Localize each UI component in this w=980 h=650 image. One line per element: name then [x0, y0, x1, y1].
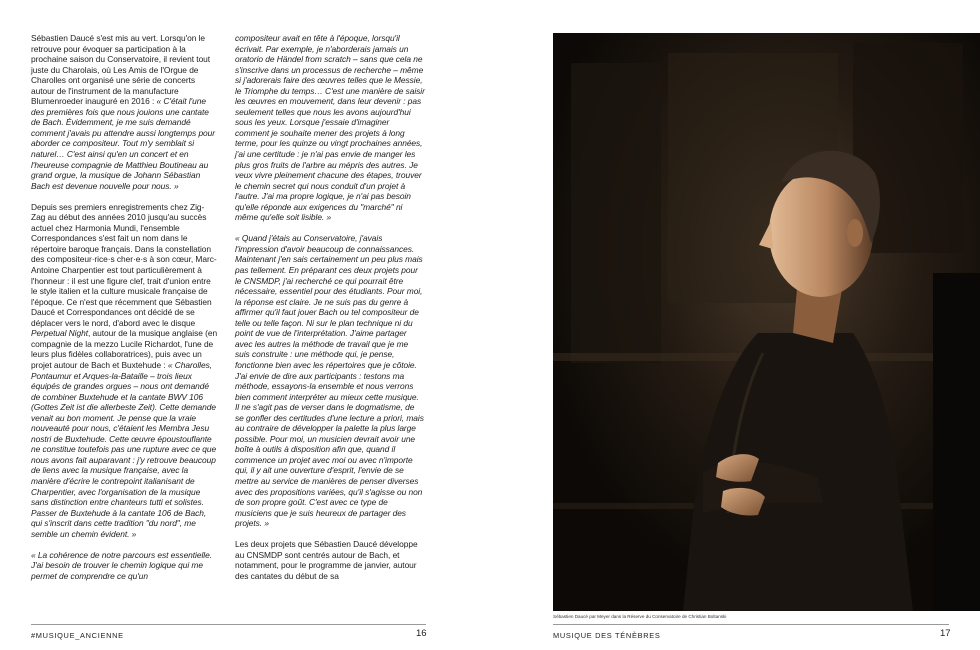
quote-text: « C'était l'une des premières fois que nous jouions une cantate de Bach. Évidemment, je me suis demandé comment j'avais pu attendre aussi longtemps pour aborder ce compositeur. Tout m'y semblait si naturel… C'est ainsi qu'en un concert et en l'heureuse compagnie de Matthieu Boutineau au grand orgue, la musique de Johann Sébastian Bach est devenue nouvelle pour nous. »: [31, 96, 216, 191]
body-paragraph: [235, 539, 425, 581]
body-text: Sébastien Daucé s'est mis au vert. Lorsqu'on le retrouve pour évoquer sa participation à la prochaine saison du Conservatoire, il revient tout juste du Charolais, où Les Amis de l'Orgue de Charolles ont organisé une série de concerts autour de l'instrument de la manufacture Blumenroeder inauguré en 2016 :: [31, 33, 211, 107]
quote-text: « La cohérence de notre parcours est essentielle. J'ai besoin de trouver le chemin logique qui me permet de comprendre ce qu'un: [31, 549, 212, 581]
body-paragraph: [235, 233, 425, 528]
body-text: Depuis ses premiers enregistrements chez Zig-Zag au début des années 2010 jusqu'au succès actuel chez Harmonia Mundi, l'ensemble Correspondances s'est fait un nom dans le répertoire baroque français. Dans la constellation des compositeur·rice·s cher·e·s à son cœur, Marc-Antoine Charpentier est tout particulièrement à l'honneur : il est une figure clef, trait d'union entre le style italien et la culture musicale française de l'époque. Ce n'est que récemment que Sébastien Daucé et Correspondances ont décidé de se déplacer vers le nord, d'abord avec le disque: [31, 201, 217, 328]
text-column-2: [235, 33, 425, 592]
page-number: 16: [416, 628, 427, 639]
quote-text: compositeur avait en tête à l'époque, lorsqu'il écrivait. Par exemple, je n'aborderais jamais un oratorio de Händel from scratch – sans que cela ne s'inscrive dans un processus de recherche – même si j'adorerais faire des œuvres telles que le Messie, le Triomphe du temps… C'est une manière de saisir les œuvres en mouvement, dans leur devenir : pas seulement telles que nous les avons aujourd'hui sous les yeux. Lorsque j'essaie d'imaginer comment je souhaite mener des projets à long terme, pour les quinze ou vingt prochaines années, j'ai une certitude : je n'ai pas envie de manger les plus gros fruits de l'arbre au mépris des autres. Je veux vivre pleinement chacune des étapes, trouver le chemin secret qui nous conduit d'un projet à l'autre. J'ai ma propre logique, je n'ai pas besoin qu'elle réponde aux exigences du "marché" ni même qu'elle soit lisible. »: [235, 33, 425, 223]
footer-divider: [553, 624, 949, 625]
quote-text: « Charolles, Pontaumur et Arques-la-Bataille – trois lieux équipés de grandes orgues – nous ont demandé de combiner Buxtehude et la cantate BWV 106 (Gottes Zeit ist die allerbeste Zeit). Cette demande venait au bon moment. Je pense que la vraie nouveauté pour nous, c'étaient les Membra Jesu nostri de Buxtehude. Cette œuvre époustouflante ne constitue toutefois pas une rupture avec ce que nous avons fait auparavant : j'y retrouve beaucoup de liens avec la musique française, avec la manière d'écrire le contrepoint italianisant de Charpentier, avec l'organisation de la musique sans distinction entre chanteurs tutti et solistes. Passer de Buxtehude à la cantate 106 de Bach, qui s'inscrit dans cette tradition "du nord", me semble un chemin évident. »: [31, 359, 217, 539]
section-label: #MUSIQUE_ANCIENNE: [31, 631, 124, 640]
body-paragraph: [235, 33, 425, 223]
portrait-photo: [553, 33, 980, 611]
quote-text: « Quand j'étais au Conservatoire, j'avais l'impression d'avoir beaucoup de connaissances. Maintenant j'en sais certainement un peu plus mais pas tellement. En préparant ces deux projets pour le CNSMDP, j'ai recherché ce qui pourrait être nécessaire, essentiel pour des étudiants. Pour moi, la réponse est claire. Je ne suis pas du genre à affirmer qu'il faut jouer Bach ou tel compositeur de telle ou telle façon. Ni sur le plan technique ni du point de vue de l'interprétation. J'aime partager avec les autres la méthode de travail que je me suis construite : une méthode qui, je pense, fonctionne bien avec les répertoires que je côtoie. J'ai envie de dire aux participants : testons ma méthode, essayons-la ensemble et nous verrons bien comment interpréter au mieux cette musique. Il ne s'agit pas de verser dans le dogmatisme, de se gonfler des certitudes d'une lecture a priori, mais au contraire de développer la palette la plus large possible. Pour moi, un musicien devrait avoir une boîte à outils à disposition afin que, quand il commence un projet avec moi ou avec n'importe qui, il y ait une ouverture d'esprit, l'envie de se mettre au service de manières de penser diverses avec des propositions variées, qu'il s'agisse ou non de son propre goût. C'est avec ce type de musiciens que je suis heureux de partager des projets. »: [235, 233, 424, 529]
section-label: MUSIQUE DES TÉNÈBRES: [553, 631, 661, 640]
page-number: 17: [940, 628, 951, 639]
text-column-1: [31, 33, 218, 592]
body-paragraph: [31, 550, 218, 582]
body-text: Les deux projets que Sébastien Daucé développe au CNSMDP sont centrés autour de Bach, et notamment, pour le programme de janvier, autour des cantates du début de sa: [235, 539, 418, 581]
body-paragraph: [31, 33, 218, 191]
quote-text: Perpetual Night: [31, 328, 88, 339]
body-text: , autour de la musique anglaise (en compagnie de la mezzo Lucile Richardot, l'une de leurs plus fidèles collaboratrices), puis avec un projet autour de Bach et Buxtehude :: [31, 328, 218, 370]
photo-caption: Sébastien Daucé par Meyer dans la Réserve du Conservatoire de Christian Boltanski: [553, 614, 727, 619]
footer-divider: [31, 624, 426, 625]
body-paragraph: [31, 202, 218, 540]
